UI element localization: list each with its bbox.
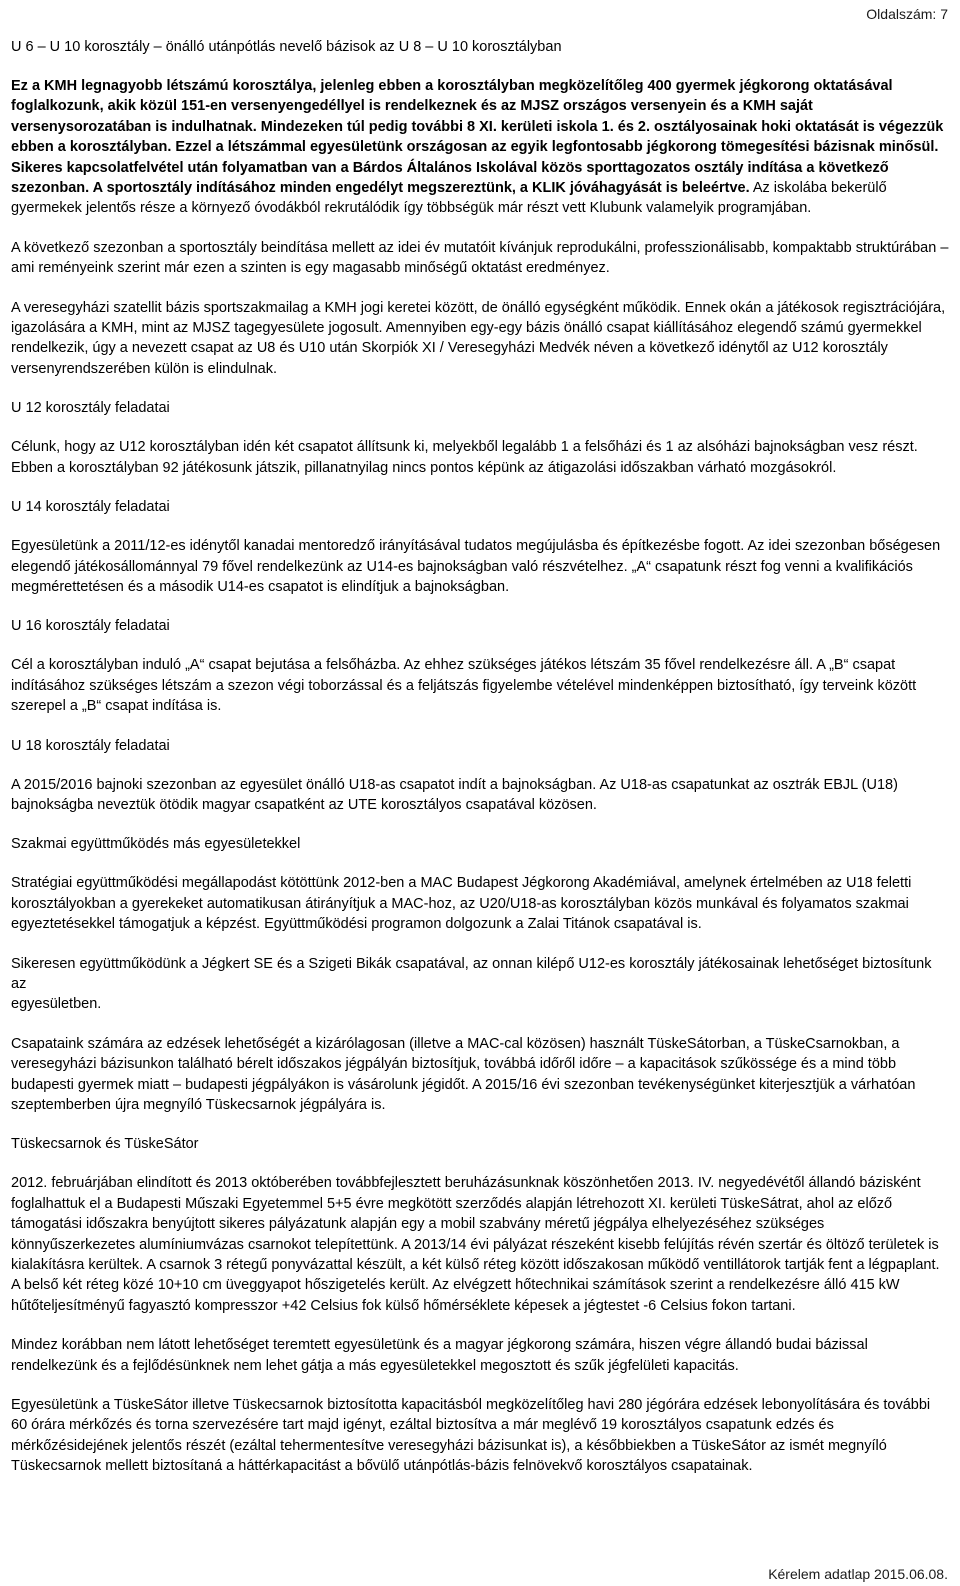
section-title-u18: U 18 korosztály feladatai [11,737,170,754]
paragraph-training-venues-cont: veresegyházi bázisunkon található bérelt időszakos jégpályán biztosítjuk, továbbá időről időre – a kapacitások szűkössége és a mind több budapesti gyermek miatt – budapesti jégpályákon is vásárolunk jégidőt. A 2015/16 évi szezonban tevékenységünket kiterjesztjük a várhatóan szeptemberben újra megnyíló Tüskecsarnok jégpályára is. [11,1056,916,1113]
footer-form-date: Kérelem adatlap 2015.06.08. [768,1566,948,1582]
paragraph-cooperation-jegkert-end: egyesületben. [11,996,102,1013]
paragraph-u12: Célunk, hogy az U12 korosztályban idén két csapatot állítsunk ki, melyekből legalább 1 a felsőházi és 1 az alsóházi bajnokságban vesz részt. Ebben a korosztályban 92 játékosunk játszik, pillanatnyilag nincs pontos képünk az átigazolási időszakban várható mozgásokról. [11,439,918,476]
u6-u10-normal-text: Az iskolába bekerülő gyermekek jelentős része a környező óvodákból rekrutálódik így többségük már részt vett Klubunk valamelyik programjában. [11,180,887,217]
section-title-tuske: Tüskecsarnok és TüskeSátor [11,1136,199,1153]
paragraph-tuske-opportunity: Mindez korábban nem látott lehetőséget teremtett egyesületünk és a magyar jégkorong számára, hiszen végre állandó budai bázissal rendelkezünk és a fejlődésünknek nem lehet gátja a más egyesületekkel megosztott és szűk jégfelületi kapacitás. [11,1337,868,1374]
paragraph-veresegyhaz: A veresegyházi szatellit bázis sportszakmailag a KMH jogi keretei között, de önálló egységként működik. Ennek okán a játékosok regisztrációjára, igazolására a KMH, mint az MJSZ tagegyesülete jogosult. Amennyiben egy-egy bázis önálló csapat kiállításához elegendő számú gyermekkel rendelkezik, úgy a nevezett csapat az U8 és U10 után Skorpiók XI / Veresegyházi Medvék néven a következő idénytől az U12 korosztály versenyrendszerében külön is elindulnak. [11,299,946,377]
paragraph-tuske-investment: 2012. februárjában elindított és 2013 októberében továbbfejlesztett beruházásunknak köszönhetően 2013. IV. negyedévétől állandó bázisként foglalhattuk el a Budapesti Műszaki Egyetemmel 5+5 évre megkötött szerződés alapján létrehozott XI. kerületi TüskeSátrat, ahol az előző támogatási időszakra benyújtott sikeres pályázatunk alapján egy a mobil szabvány méretű jégpálya elhelyezéséhez szükséges könnyűszerkezetes alumíniumvázas csarnokot telepítettünk. A 2013/14 évi pályázat részeként kisebb felújítás révén szertár és öltöző területek is kialakításra kerültek. A csarnok 3 rétegű ponyvázattal készült, a két külső réteg között időszakosan működő ventillátorok tartják fent a légpaplant. A belső két réteg közé 10+10 cm üveggyapot hőszigetelés került. Az elvégzett hőtechnikai számítások szerint a rendelkezésre álló 415 kW hűtőteljesítményű fagyasztó kompresszor +42 Celsius fok külső hőmérséklete képesek a jégtestet -6 Celsius fokon tartani. [11,1175,940,1314]
paragraph-u16: Cél a korosztályban induló „A“ csapat bejutása a felsőházba. Az ehhez szükséges játékos létszám 35 fővel rendelkezésre áll. A „B“ csapat indításához szükséges létszám a szezon végi toborzással és a feljátszás figyelembe vételével mindenképpen biztosítható, így terveink között szerepel a „B“ csapat indítása is. [11,657,917,715]
section-title-u12: U 12 korosztály feladatai [11,400,170,417]
document-body [11,38,949,1496]
u6-u10-bold-text: Ez a KMH legnagyobb létszámú korosztálya, jelenleg ebben a korosztályban megközelítőleg 400 gyermek jégkorong oktatásával foglalkozunk, akik közül 151-en versenyengedéllyel is rendelkeznek és az MJSZ országos versenyein és a KMH saját versenysorozatában is indulhatnak. Mindezeken túl pedig további 8 XI. kerületi iskola 1. és 2. osztályosainak hoki oktatását is végezzük ebben a korosztályban. Ezzel a létszámmal egyesületünk országosan az egyik legfontosabb jégkorong tömegesítési bázisnak minősül. Sikeres kapcsolatfelvétel után folyamatban van a Bárdos Általános Iskolával közös sporttagozatos osztály indítása a következő szezonban. A sportosztály indításához minden engedélyt megszereztünk, a KLIK jóváhagyását is beleértve. [11,78,944,197]
paragraph-training-venues: Csapataink számára az edzések lehetőségét a kizárólagosan (illetve a MAC-cal közösen) használt TüskeSátorban, a TüskeCsarnokban, a [11,1035,900,1052]
u6-u10-bold-paragraph [11,76,949,219]
paragraph-u18: A 2015/2016 bajnoki szezonban az egyesület önálló U18-as csapatot indít a bajnokságban. Az U18-as csapatunkat az osztrák EBJL (U18) bajnokságba neveztük ötödik magyar csapatként az UTE korosztályos csapatával közösen. [11,776,898,813]
page-number: Oldalszám: 7 [866,6,948,22]
paragraph-u14: Egyesületünk a 2011/12-es idénytől kanadai mentoredző irányításával tudatos megújulásba és építkezésbe fogott. Az idei szezonban bőségesen elegendő játékosállománnyal 79 fővel rendelkezünk az U14-es bajnokságban való részvételhez. „A“ csapatunk részt fog venni a kvalifikációs megmérettetésen és a második U14-es csapatot is elindítjuk a bajnokságban. [11,538,941,595]
section-heading-u6-u10: U 6 – U 10 korosztály – önálló utánpótlás nevelő bázisok az U 8 – U 10 korosztályban [11,39,562,55]
section-title-u16: U 16 korosztály feladatai [11,618,170,635]
paragraph-cooperation-jegkert: Sikeresen együttműködünk a Jégkert SE és a Szigeti Bikák csapatával, az onnan kilépő U12-es korosztály játékosainak lehetőséget biztosítunk az [11,955,932,992]
paragraph-next-season: A következő szezonban a sportosztály beindítása mellett az idei év mutatóit kívánjuk reprodukálni, professzionálisabb, kompaktabb struktúrában – ami reményeink szerint már ezen a szinten is egy magasabb minőségű oktatást eredményez. [11,239,949,277]
section-title-cooperation: Szakmai együttműködés más egyesületekkel [11,836,301,853]
paragraph-cooperation-strategy: Stratégiai együttműködési megállapodást kötöttünk 2012-ben a MAC Budapest Jégkorong Akadémiával, amelynek értelmében az U18 feletti korosztályokban a gyerekeket automatikusan átirányítjuk a MAC-hoz, az U20/U18-as korosztályban közös munkával és folyamatos szakmai egyeztetésekkel támogatjuk a képzést. Együttműködési programon dolgozunk a Zalai Titánok csapatával is. [11,875,912,933]
paragraph-tuske-capacity: Egyesületünk a TüskeSátor illetve Tüskecsarnok biztosította kapacitásból megközelítőleg havi 280 jégórára edzések lebonyolítására és további 60 órára mérkőzés és torna szervezésére tart majd igényt, ezáltal biztosítva a már meglévő 19 korosztályos csapatunk edzés és mérkőzésidejének jelentős részét (ezáltal tehermentesítve veresegyházi bázisunkat is), a későbbiekben a TüskeSátor az ismét megnyíló Tüskecsarnok mellett biztosítaná a háttérkapacitást a bővülő utánpótlás-bázis felnövekvő korosztályos csapatainak. [11,1397,931,1475]
section-title-u14: U 14 korosztály feladatai [11,499,170,516]
